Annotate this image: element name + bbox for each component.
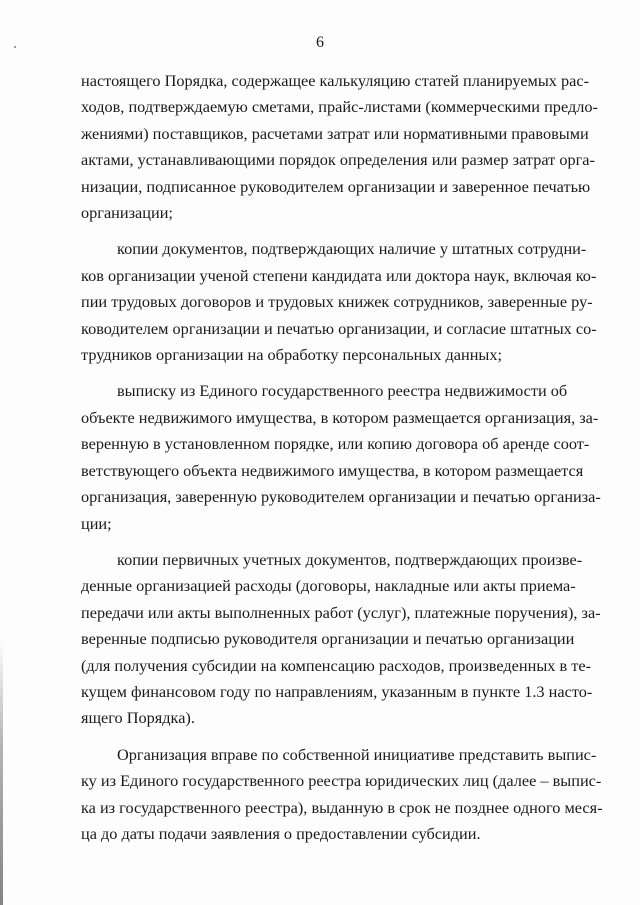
text-line: копии документов, подтверждающих наличие у штатных сотрудни- [117, 239, 587, 259]
scan-shadow-edge [0, 640, 3, 905]
text-line: веренную в установленном порядке, или копию договора об аренде соот- [81, 434, 590, 454]
text-line: выписку из Единого государственного реестра недвижимости об [117, 381, 568, 401]
text-line: ветствующего объекта недвижимого имущества, в котором размещается [81, 460, 584, 480]
text-line: организация, заверенную руководителем организации и печатью организа- [81, 487, 601, 507]
text-line: трудников организации на обработку персональных данных; [81, 345, 503, 365]
document-body [81, 68, 603, 857]
paragraph-3 [81, 378, 601, 536]
text-line: ку из Единого государственного реестра юридических лиц (далее – выпис- [81, 771, 602, 791]
text-line: ящего Порядка). [81, 708, 195, 728]
text-line: денные организацией расходы (договоры, накладные или акты приема- [81, 576, 576, 596]
text-line: организации; [81, 203, 173, 223]
text-line: ходов, подтверждаемую сметами, прайс-листами (коммерческими предло- [81, 97, 598, 117]
text-line: передачи или акты выполненных работ (услуг), платежные поручения), за- [81, 602, 601, 622]
paragraph-2 [81, 236, 597, 368]
text-line: ции; [81, 513, 112, 533]
page-number: 6 [316, 34, 324, 51]
text-line: объекте недвижимого имущества, в котором размещается организация, за- [81, 407, 599, 427]
text-line: веренные подписью руководителя организации и печатью организации [81, 629, 575, 649]
text-line: настоящего Порядка, содержащее калькуляцию статей планируемых рас- [81, 71, 590, 90]
paragraph-5 [81, 742, 603, 848]
text-line: копии первичных учетных документов, подтверждающих произве- [117, 549, 583, 569]
text-line: ков организации ученой степени кандидата или доктора наук, включая ко- [81, 265, 597, 285]
text-line: жениями) поставщиков, расчетами затрат или нормативными правовыми [81, 123, 589, 143]
text-line: (для получения субсидии на компенсацию расходов, произведенных в те- [81, 655, 591, 675]
text-line: ца до даты подачи заявления о предоставлении субсидии. [81, 823, 481, 843]
text-line: Организация вправе по собственной инициативе представить выпис- [117, 744, 597, 764]
text-line: пии трудовых договоров и трудовых книжек сотрудников, заверенные ру- [81, 292, 593, 312]
text-line: кущем финансовом году по направлениям, указанным в пункте 1.3 насто- [81, 681, 593, 701]
paragraph-4 [81, 547, 601, 732]
paragraph-1 [81, 68, 598, 226]
text-line: ководителем организации и печатью организации, и согласие штатных со- [81, 318, 597, 338]
text-line: актами, устанавливающими порядок определения или размер затрат орга- [81, 150, 595, 170]
text-line: ка из государственного реестра), выданную в срок не позднее одного меся- [81, 797, 603, 817]
text-line: низации, подписанное руководителем организации и заверенное печатью [81, 176, 591, 196]
